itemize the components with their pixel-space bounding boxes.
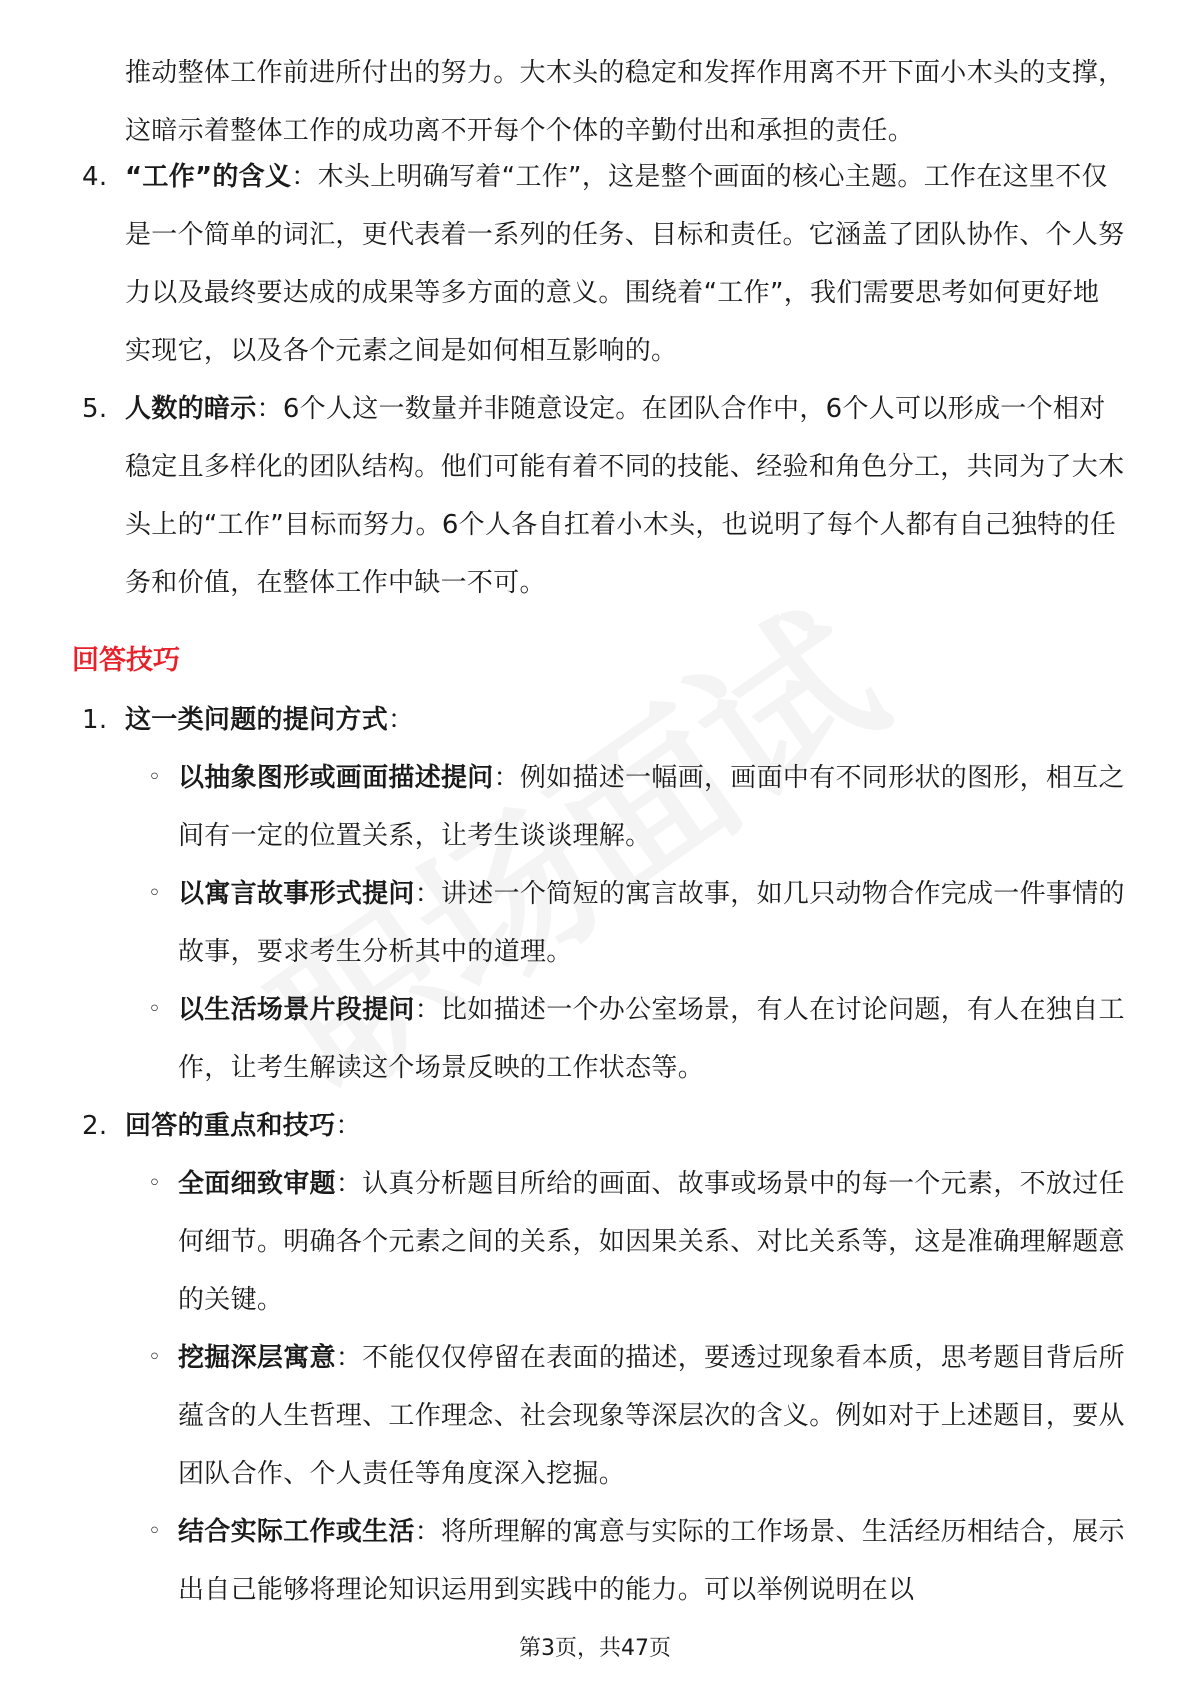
- sub-item-title: 以生活场景片段提问: [178, 995, 415, 1025]
- sub-list-item: [0, 1155, 1125, 1329]
- sub-item-title: 挖掘深层寓意: [178, 1343, 336, 1373]
- sub-item-body: [178, 1169, 1125, 1315]
- circle-bullet-icon: ◦: [148, 1519, 162, 1544]
- list-item-text: ：木头上明确写着“工作”，这是整个画面的核心主题。工作在这里不仅是一个简单的词汇，更代表着一系列的任务、目标和责任。它涵盖了团队协作、个人努力以及最终要达成的成果等多方面的意义。围绕着“工作”，我们需要思考如何更好地实现它，以及各个元素之间是如何相互影响的。: [125, 162, 1125, 366]
- sub-item-text: ：不能仅仅停留在表面的描述，要透过现象看本质，思考题目背后所蕴含的人生哲理、工作理念、社会现象等深层次的含义。例如对于上述题目，要从团队合作、个人责任等角度深入挖掘。: [178, 1343, 1125, 1489]
- circle-bullet-icon: ◦: [148, 1345, 162, 1370]
- sub-list-item: [0, 749, 1125, 865]
- list-number: 2.: [82, 1111, 108, 1141]
- sub-item-title: 结合实际工作或生活: [178, 1517, 415, 1547]
- list-item-suffix: ：: [335, 1111, 362, 1141]
- list-item-suffix: ：: [388, 705, 415, 735]
- sub-item-body: [178, 763, 1125, 851]
- sub-item-body: [178, 995, 1125, 1083]
- list-item-body: [125, 148, 1125, 380]
- sub-list-item: [0, 981, 1125, 1097]
- analysis-list: [0, 148, 1190, 612]
- list-number: 1.: [82, 705, 108, 735]
- sub-item-body: [178, 1343, 1125, 1489]
- sub-item-title: 以寓言故事形式提问: [178, 879, 415, 909]
- list-item-body: [125, 380, 1125, 612]
- sub-list-item: [0, 1329, 1125, 1503]
- list-item-title: 回答的重点和技巧: [125, 1111, 336, 1141]
- tips-list: [0, 691, 1190, 1619]
- sub-item-title: 全面细致审题: [178, 1169, 336, 1199]
- sub-list-item: [0, 1503, 1125, 1619]
- list-item: [0, 380, 1125, 612]
- list-item-title: 人数的暗示: [125, 394, 257, 424]
- section-heading: 回答技巧: [72, 645, 180, 676]
- list-item-body: [125, 1097, 1125, 1155]
- sub-item-text: ：讲述一个简短的寓言故事，如几只动物合作完成一件事情的故事，要求考生分析其中的道理。: [178, 879, 1125, 967]
- list-item: [0, 1097, 1125, 1155]
- list-item-title: 这一类问题的提问方式: [125, 705, 389, 735]
- circle-bullet-icon: ◦: [148, 881, 162, 906]
- sub-item-text: ：认真分析题目所给的画面、故事或场景中的每一个元素，不放过任何细节。明确各个元素之间的关系，如因果关系、对比关系等，这是准确理解题意的关键。: [178, 1169, 1125, 1315]
- sub-item-text: ：将所理解的寓意与实际的工作场景、生活经历相结合，展示出自己能够将理论知识运用到实践中的能力。可以举例说明在以: [178, 1517, 1125, 1605]
- list-number: 4.: [82, 162, 108, 192]
- page-footer: 第3页，共47页: [519, 1636, 671, 1661]
- sub-item-body: [178, 1517, 1125, 1605]
- sub-item-text: ：比如描述一个办公室场景，有人在讨论问题，有人在独自工作，让考生解读这个场景反映的工作状态等。: [178, 995, 1125, 1083]
- sub-item-body: [178, 879, 1125, 967]
- list-item-body: [125, 691, 1125, 749]
- circle-bullet-icon: ◦: [148, 765, 162, 790]
- sub-item-title: 以抽象图形或画面描述提问: [178, 763, 494, 793]
- list-item-text: ：6个人这一数量并非随意设定。在团队合作中，6个人可以形成一个相对稳定且多样化的团队结构。他们可能有着不同的技能、经验和角色分工，共同为了大木头上的“工作”目标而努力。6个人各自扛着小木头，也说明了每个人都有自己独特的任务和价值，在整体工作中缺一不可。: [125, 394, 1125, 598]
- list-item-title: “工作”的含义: [125, 162, 292, 192]
- circle-bullet-icon: ◦: [148, 997, 162, 1022]
- circle-bullet-icon: ◦: [148, 1171, 162, 1196]
- list-number: 5.: [82, 394, 108, 424]
- sub-list-item: [0, 865, 1125, 981]
- list-item: [0, 148, 1125, 380]
- continued-paragraph: 推动整体工作前进所付出的努力。大木头的稳定和发挥作用离不开下面小木头的支撑，这暗示着整体工作的成功离不开每个个体的辛勤付出和承担的责任。: [125, 58, 1125, 146]
- sub-item-text: ：例如描述一幅画，画面中有不同形状的图形，相互之间有一定的位置关系，让考生谈谈理解。: [178, 763, 1125, 851]
- list-item: [0, 691, 1125, 749]
